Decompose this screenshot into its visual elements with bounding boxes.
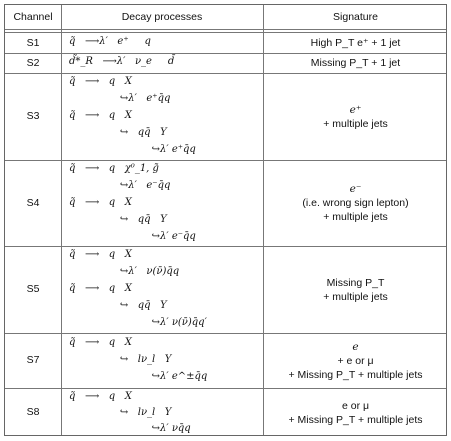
signature-line: Missing P_T + 1 jet <box>310 57 401 69</box>
decay-line: d̃*_R ⟶λ′ ν_e d̄ <box>69 56 175 67</box>
decay-line: ↪λ′ νq̄q <box>69 423 191 434</box>
signature-cell <box>263 246 448 333</box>
decay-line: ↪λ′ ν(ν̄)q̄q′ <box>69 317 207 328</box>
channel-cell: S7 <box>26 354 40 366</box>
channel-cell: S8 <box>26 406 40 418</box>
header-rule <box>5 29 446 30</box>
header-signature: Signature <box>333 10 378 23</box>
decay-line: q̃ ⟶ q X <box>69 197 132 208</box>
signature-cell <box>263 160 448 246</box>
channel-cell: S5 <box>26 283 40 295</box>
signature-cell <box>263 53 448 73</box>
signature-line: High P_T e⁺ + 1 jet <box>310 37 401 49</box>
signature-line: e <box>352 340 359 353</box>
header-decay-processes: Decay processes <box>121 10 203 23</box>
decay-line: ↪λ′ e⁺q̄q <box>69 144 196 155</box>
decay-line: ↪λ′ e⁺q̄q <box>69 93 171 104</box>
signature-line: + Missing P_T + multiple jets <box>288 413 423 426</box>
decay-line: ↪ qq̄ Y <box>69 127 167 138</box>
signature-line: e⁺ <box>349 103 362 116</box>
decay-line: ↪λ′ ν(ν̄)q̄q <box>69 266 180 277</box>
signature-line: Missing P_T <box>326 276 385 289</box>
header-channel: Channel <box>13 10 53 23</box>
channel-cell: S3 <box>26 110 40 122</box>
signature-line: (i.e. wrong sign lepton) <box>302 197 409 209</box>
decay-line: ↪ qq̄ Y <box>69 300 167 311</box>
signature-line: + Missing P_T + multiple jets <box>288 368 423 381</box>
decay-line: ↪ lν_l Y <box>69 407 172 418</box>
decay-line: ↪λ′ e⁻q̄q <box>69 180 171 191</box>
signature-cell <box>263 388 448 437</box>
decay-line: q̃ ⟶ q X <box>69 110 132 121</box>
signature-cell <box>263 33 448 53</box>
decay-line: q̃ ⟶ q X <box>69 283 132 294</box>
signature-line: e⁻ <box>349 183 362 195</box>
signature-line: + multiple jets <box>323 117 388 130</box>
signature-cell <box>263 73 448 160</box>
decay-line: q̃ ⟶ q X <box>69 391 132 402</box>
decay-line: q̃ ⟶λ′ e⁺ q <box>69 36 151 47</box>
decay-line: q̃ ⟶ q X <box>69 249 132 260</box>
channel-cell: S2 <box>26 56 40 69</box>
signature-cell <box>263 333 448 388</box>
signature-line: + multiple jets <box>323 290 388 303</box>
col-rule <box>61 5 62 435</box>
decay-table <box>4 4 447 436</box>
decay-line: ↪ lν_l Y <box>69 354 172 365</box>
decay-line: ↪λ′ e^±q̄q <box>69 371 208 382</box>
decay-line: q̃ ⟶ q χ⁰_1, g̃ <box>69 163 159 174</box>
signature-line: e or μ <box>341 399 370 412</box>
channel-cell: S4 <box>26 196 40 209</box>
channel-cell: S1 <box>26 36 40 49</box>
decay-line: q̃ ⟶ q X <box>69 76 132 87</box>
signature-line: + multiple jets <box>323 211 388 223</box>
signature-line: + e or μ <box>337 354 374 367</box>
decay-line: q̃ ⟶ q X <box>69 337 132 348</box>
decay-line: ↪λ′ e⁻q̄q <box>69 231 196 242</box>
decay-line: ↪ qq̄ Y <box>69 214 167 225</box>
